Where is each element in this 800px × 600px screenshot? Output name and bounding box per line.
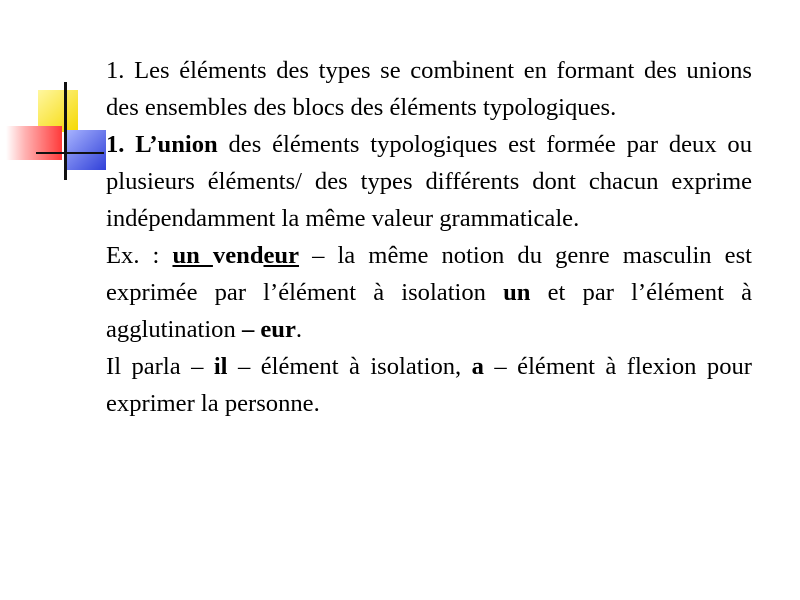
- vertical-line: [64, 82, 67, 180]
- example-bold-un: un: [503, 279, 531, 306]
- example-1-end: .: [295, 316, 303, 343]
- example-1: [106, 237, 752, 348]
- example-bold-a: a: [471, 353, 484, 380]
- union-heading: 1. L’union: [106, 131, 218, 158]
- example-prefix: Ex. :: [106, 242, 173, 269]
- paragraph-1: 1. Les éléments des types se combinent en formant des unions des ensembles des blocs des éléments typologiques.: [106, 57, 752, 121]
- office-squares-logo: [0, 0, 120, 190]
- paragraph-2: [106, 126, 752, 237]
- example-word-eur: eur: [263, 242, 300, 269]
- slide-body: [106, 52, 752, 422]
- example-1-text-1: – la même notion du genre masculin est exprimée par l’élément à isolation: [106, 242, 752, 306]
- red-square: [6, 126, 62, 160]
- horizontal-line: [36, 152, 104, 154]
- example-2: [106, 348, 752, 422]
- blue-square: [66, 130, 106, 170]
- example-2-text-3: – élément à flexion pour exprimer la personne.: [106, 353, 752, 417]
- example-1-text-2: et par l’élément à agglutination: [106, 279, 752, 343]
- example-2-text-1: Il parla –: [106, 353, 214, 380]
- example-word-vend: vend: [212, 242, 264, 269]
- paragraph-2-text: des éléments typologiques est formée par deux ou plusieurs éléments/ des types différents dont chacun exprime indépendamment la même valeur grammaticale.: [106, 131, 752, 232]
- example-2-text-2: – élément à isolation,: [227, 353, 472, 380]
- example-bold-eur: – eur: [241, 316, 296, 343]
- example-word-un: un: [172, 242, 213, 269]
- example-bold-il: il: [213, 353, 228, 380]
